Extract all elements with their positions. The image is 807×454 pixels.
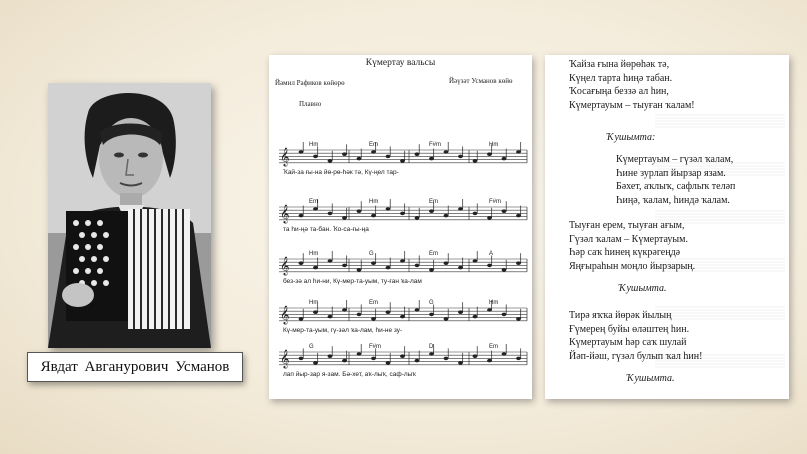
lyric-line: Һәр саҡ һинең күкрәгеңдә — [569, 247, 681, 259]
note-head — [357, 209, 362, 213]
note-head — [386, 310, 391, 314]
note-head — [473, 315, 478, 319]
stanza-2 — [569, 219, 695, 274]
chord-label: A — [489, 251, 494, 257]
note-head — [400, 159, 405, 163]
note-head — [473, 212, 478, 216]
note-head — [371, 317, 376, 321]
lyric-line: Күмертауым – гүзәл ҡалам, — [616, 154, 734, 165]
note-head — [386, 361, 391, 365]
treble-clef: 𝄞 — [280, 256, 290, 275]
note-head — [458, 266, 463, 270]
note-head — [371, 357, 376, 361]
note-head — [313, 207, 318, 211]
lyric-syllables: Ҡай-за ғы-на йө-рө-һәк тә, Кү-ңел тар- — [283, 169, 399, 176]
note-head — [386, 207, 391, 211]
lyric-line: Күмертауым – тыуған ҡалам! — [569, 100, 695, 112]
note-head — [371, 261, 376, 265]
lyric-syllables: та һи-ңә та-бан. Ҡо-са-ғы-ңа — [283, 226, 369, 233]
chord-label: G — [369, 251, 374, 257]
note-head — [313, 361, 318, 365]
note-head — [328, 259, 333, 263]
lyric-syllables: Кү-мер-та-уым, гү-зәл ҡа-лам, һи-не зу- — [283, 327, 403, 334]
note-head — [502, 209, 507, 213]
note-head — [473, 354, 478, 358]
chord-label: G — [309, 344, 314, 350]
chord-label: Em — [369, 300, 378, 306]
note-head — [487, 152, 492, 156]
note-head — [386, 155, 391, 159]
note-head — [429, 268, 434, 272]
treble-clef: 𝄞 — [280, 349, 290, 368]
sheet-title: Күмертау вальсы — [365, 58, 436, 68]
note-head — [400, 212, 405, 216]
lyric-line: Тыуған ерем, тыуған ағым, — [569, 220, 685, 231]
lyric-line: Ҡайза ғына йөрөһәк тә, — [569, 59, 670, 70]
note-head — [342, 308, 347, 312]
note-head — [415, 308, 420, 312]
treble-clef: 𝄞 — [280, 147, 290, 166]
note-head — [502, 313, 507, 317]
note-head — [342, 264, 347, 268]
note-head — [299, 261, 304, 265]
photo-caption: Явдат Авганурович Усманов — [27, 352, 243, 382]
stanza-1 — [569, 58, 695, 113]
note-head — [299, 150, 304, 154]
lyric-line: Йәп-йәш, гүзәл булып ҡал һин! — [569, 351, 703, 363]
note-head — [473, 159, 478, 163]
chord-label: D — [429, 344, 434, 350]
refrain-label: Ҡушымта: — [607, 132, 656, 143]
stanza-refrain — [616, 153, 735, 208]
tempo-marking: Плавно — [299, 100, 322, 108]
sheet-music-page — [269, 55, 532, 399]
note-head — [342, 152, 347, 156]
chord-label: Нm — [309, 142, 319, 148]
note-head — [502, 352, 507, 356]
note-head — [487, 216, 492, 220]
note-head — [516, 150, 521, 154]
refrain-label: Ҡушымта. — [627, 373, 675, 384]
note-head — [516, 214, 521, 218]
chord-label: F#m — [429, 142, 441, 148]
note-head — [444, 150, 449, 154]
chord-label: Em — [429, 251, 438, 257]
note-head — [328, 159, 333, 163]
note-head — [458, 155, 463, 159]
music-credit: Йәмил Рафиков көйөрө — [275, 79, 345, 87]
treble-clef: 𝄞 — [280, 204, 290, 223]
lyric-line: Һине зурлап йырзар язам. — [616, 167, 726, 179]
lyric-line: Ҡосағыңа беззә ал һин, — [569, 86, 669, 98]
music-staves — [269, 55, 532, 399]
note-head — [299, 317, 304, 321]
note-head — [342, 359, 347, 363]
lyrics-credit: Йәүзәт Усманов көйө — [449, 77, 513, 85]
lyric-line: Күңел тарта һиңә табан. — [569, 72, 673, 84]
note-head — [299, 214, 304, 218]
stanza-3 — [569, 309, 702, 364]
note-head — [516, 317, 521, 321]
note-head — [415, 216, 420, 220]
note-head — [328, 212, 333, 216]
portrait-illustration — [48, 83, 211, 348]
note-head — [502, 268, 507, 272]
note-head — [429, 209, 434, 213]
note-head — [444, 317, 449, 321]
note-head — [444, 261, 449, 265]
note-head — [415, 264, 420, 268]
refrain-label: Ҡушымта. — [619, 283, 667, 294]
lyric-syllables: без-зә ал һи-ни, Кү-мер-та-уым, ту-ған ҡа-лам — [283, 278, 422, 285]
note-head — [313, 155, 318, 159]
chord-label: G — [429, 300, 434, 306]
note-head — [386, 266, 391, 270]
note-head — [429, 157, 434, 161]
note-head — [328, 354, 333, 358]
lyric-line: Тирә яҡҡа йөрәк йылың — [569, 310, 672, 321]
note-head — [299, 357, 304, 361]
note-head — [357, 268, 362, 272]
note-head — [473, 259, 478, 263]
note-head — [328, 315, 333, 319]
note-head — [400, 354, 405, 358]
note-head — [357, 313, 362, 317]
chord-label: Hm — [489, 142, 499, 148]
chord-label: F#m — [369, 344, 381, 350]
note-head — [444, 214, 449, 218]
lyric-line: Гүзәл ҡалам – Күмертауым. — [569, 233, 688, 245]
note-head — [357, 352, 362, 356]
lyric-syllables: лап йыр-зар я-зам. Бә-хет, аҡ-лыҡ, саф-лыҡ — [283, 371, 416, 378]
note-head — [487, 264, 492, 268]
lyric-line: Күмертауым һәр саҡ шулай — [569, 337, 687, 349]
chord-label: Em — [429, 199, 438, 205]
note-head — [415, 359, 420, 363]
lyrics-page — [545, 55, 789, 399]
note-head — [313, 266, 318, 270]
chord-label: Hm — [309, 300, 319, 306]
note-head — [429, 313, 434, 317]
chord-label: Hm — [489, 300, 499, 306]
note-head — [487, 308, 492, 312]
chord-label: Em — [309, 199, 318, 205]
note-head — [400, 315, 405, 319]
lyric-line: Һиңә, ҡалам, һиндә ҡалам. — [616, 195, 730, 207]
note-head — [487, 359, 492, 363]
note-head — [516, 357, 521, 361]
note-head — [458, 310, 463, 314]
treble-clef: 𝄞 — [280, 305, 290, 324]
chord-label: Em — [369, 142, 378, 148]
lyric-line: Ғүмерең буйы өләштең һин. — [569, 323, 690, 335]
note-head — [444, 357, 449, 361]
note-head — [400, 259, 405, 263]
note-head — [371, 214, 376, 218]
note-head — [415, 152, 420, 156]
chord-label: Em — [489, 344, 498, 350]
note-head — [458, 361, 463, 365]
chord-label: Hm — [369, 199, 379, 205]
chord-label: Hm — [309, 251, 319, 257]
note-head — [429, 352, 434, 356]
note-head — [313, 310, 318, 314]
note-head — [516, 261, 521, 265]
portrait-photo — [48, 83, 211, 348]
chord-label: F#m — [489, 199, 501, 205]
lyric-line: Бәхет, аҡлыҡ, сафлыҡ теләп — [616, 181, 736, 193]
lyric-line: Яңғыраһын моңло йырзарың. — [569, 261, 696, 273]
note-head — [357, 157, 362, 161]
note-head — [342, 216, 347, 220]
note-head — [458, 207, 463, 211]
note-head — [502, 157, 507, 161]
note-head — [371, 150, 376, 154]
